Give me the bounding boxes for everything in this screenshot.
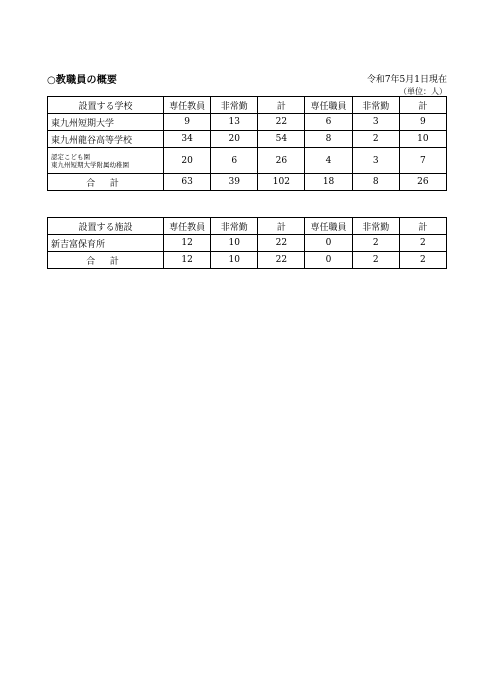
table-cell: 2 (352, 252, 399, 269)
table-cell: 18 (305, 174, 352, 191)
table-cell: 8 (305, 131, 352, 148)
total-label-text: 合 計 (86, 178, 125, 189)
column-header: 計 (399, 97, 446, 114)
table-cell: 4 (305, 148, 352, 174)
facilities-staff-table (47, 217, 447, 269)
as-of-date: 令和7年5月1日現在 (366, 75, 447, 85)
column-header: 設置する施設 (48, 218, 164, 235)
table-cell: 2 (352, 235, 399, 252)
table-header-row (48, 218, 447, 235)
table-cell: 12 (164, 252, 211, 269)
table-cell: 0 (305, 235, 352, 252)
table-cell: 10 (211, 252, 258, 269)
row-name-line: 東九州短期大学附属幼稚園 (51, 160, 129, 169)
total-row (48, 252, 447, 269)
row-name: 東九州龍谷高等学校 (48, 131, 164, 148)
total-label (48, 174, 164, 191)
table-cell: 6 (211, 148, 258, 174)
row-name (48, 148, 164, 174)
table-cell: 8 (352, 174, 399, 191)
table-row (48, 148, 447, 174)
column-header: 非常勤 (211, 97, 258, 114)
column-header: 専任職員 (305, 218, 352, 235)
unit-label: （単位：人） (399, 87, 447, 96)
table-cell: 7 (399, 148, 446, 174)
table-cell: 20 (164, 148, 211, 174)
column-header: 専任教員 (164, 218, 211, 235)
table-cell: 9 (399, 114, 446, 131)
table-cell: 2 (399, 235, 446, 252)
row-name-line: 認定こども園 (51, 152, 90, 161)
table-cell: 0 (305, 252, 352, 269)
total-row (48, 174, 447, 191)
row-name: 東九州短期大学 (48, 114, 164, 131)
table-row (48, 131, 447, 148)
table-header-row (48, 97, 447, 114)
table-cell: 22 (258, 114, 305, 131)
table-cell: 26 (258, 148, 305, 174)
total-label-text: 合 計 (86, 256, 125, 267)
column-header: 計 (258, 218, 305, 235)
column-header: 計 (258, 97, 305, 114)
table-cell: 6 (305, 114, 352, 131)
column-header: 非常勤 (352, 97, 399, 114)
table-cell: 22 (258, 235, 305, 252)
table-cell: 3 (352, 148, 399, 174)
table-cell: 102 (258, 174, 305, 191)
table-row (48, 235, 447, 252)
column-header: 非常勤 (352, 218, 399, 235)
total-label (48, 252, 164, 269)
table-cell: 63 (164, 174, 211, 191)
table-cell: 3 (352, 114, 399, 131)
column-header: 非常勤 (211, 218, 258, 235)
table-cell: 22 (258, 252, 305, 269)
table-cell: 9 (164, 114, 211, 131)
table-cell: 2 (399, 252, 446, 269)
table-cell: 12 (164, 235, 211, 252)
table-row (48, 114, 447, 131)
table-cell: 2 (352, 131, 399, 148)
table-cell: 10 (399, 131, 446, 148)
row-name: 新吉富保育所 (48, 235, 164, 252)
table-cell: 34 (164, 131, 211, 148)
document-title: ○教職員の概要 (47, 75, 118, 86)
table-cell: 26 (399, 174, 446, 191)
table-cell: 20 (211, 131, 258, 148)
table-cell: 54 (258, 131, 305, 148)
table-cell: 13 (211, 114, 258, 131)
column-header: 設置する学校 (48, 97, 164, 114)
table-cell: 39 (211, 174, 258, 191)
column-header: 専任職員 (305, 97, 352, 114)
column-header: 計 (399, 218, 446, 235)
schools-staff-table (47, 96, 447, 191)
column-header: 専任教員 (164, 97, 211, 114)
table-cell: 10 (211, 235, 258, 252)
